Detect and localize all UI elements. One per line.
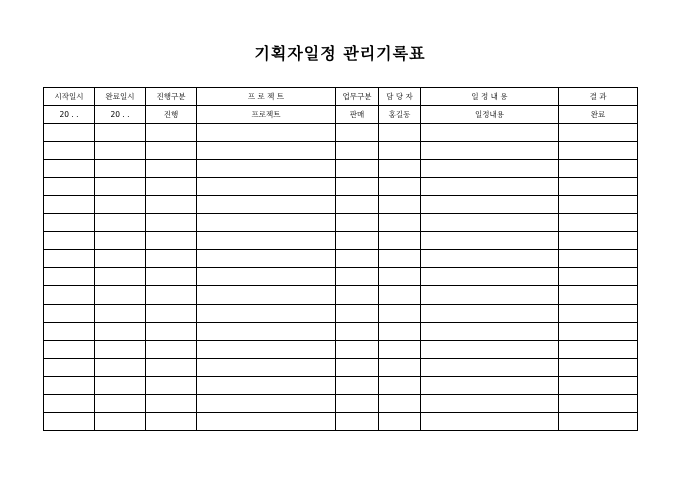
table-row xyxy=(44,340,638,358)
cell-end-date[interactable] xyxy=(95,250,146,268)
cell-result[interactable] xyxy=(559,394,638,412)
cell-schedule-content[interactable] xyxy=(421,376,559,394)
cell-end-date[interactable] xyxy=(95,376,146,394)
cell-assignee[interactable] xyxy=(379,376,421,394)
cell-result[interactable] xyxy=(559,412,638,430)
cell-project[interactable] xyxy=(197,142,336,160)
cell-assignee[interactable] xyxy=(379,214,421,232)
table-row xyxy=(44,358,638,376)
cell-task-type[interactable] xyxy=(336,286,379,304)
column-header-task-type: 업무구분 xyxy=(336,88,379,106)
cell-schedule-content[interactable]: 일정내용 xyxy=(421,106,559,124)
cell-start-date[interactable] xyxy=(44,304,95,322)
column-header-assignee: 담 당 자 xyxy=(379,88,421,106)
cell-start-date[interactable] xyxy=(44,178,95,196)
cell-start-date[interactable] xyxy=(44,214,95,232)
cell-result[interactable] xyxy=(559,304,638,322)
cell-result[interactable] xyxy=(559,358,638,376)
cell-assignee[interactable] xyxy=(379,340,421,358)
cell-task-type[interactable] xyxy=(336,250,379,268)
table-row xyxy=(44,232,638,250)
cell-end-date[interactable] xyxy=(95,232,146,250)
column-header-end-date: 완료일시 xyxy=(95,88,146,106)
cell-project[interactable] xyxy=(197,178,336,196)
cell-schedule-content[interactable] xyxy=(421,178,559,196)
cell-end-date[interactable] xyxy=(95,304,146,322)
cell-schedule-content[interactable] xyxy=(421,358,559,376)
table-row xyxy=(44,250,638,268)
cell-assignee[interactable] xyxy=(379,178,421,196)
cell-project[interactable] xyxy=(197,214,336,232)
cell-progress[interactable] xyxy=(146,160,197,178)
table-row xyxy=(44,178,638,196)
cell-progress[interactable] xyxy=(146,286,197,304)
cell-start-date[interactable]: 20 . . xyxy=(44,106,95,124)
cell-task-type[interactable] xyxy=(336,412,379,430)
cell-start-date[interactable] xyxy=(44,376,95,394)
cell-assignee[interactable] xyxy=(379,142,421,160)
table-row xyxy=(44,214,638,232)
cell-schedule-content[interactable] xyxy=(421,232,559,250)
cell-task-type[interactable] xyxy=(336,268,379,286)
cell-start-date[interactable] xyxy=(44,250,95,268)
table-row xyxy=(44,286,638,304)
cell-schedule-content[interactable] xyxy=(421,160,559,178)
cell-progress[interactable] xyxy=(146,358,197,376)
cell-result[interactable] xyxy=(559,124,638,142)
cell-result[interactable] xyxy=(559,160,638,178)
cell-assignee[interactable] xyxy=(379,322,421,340)
cell-task-type[interactable] xyxy=(336,376,379,394)
cell-assignee[interactable]: 홍길동 xyxy=(379,106,421,124)
cell-assignee[interactable] xyxy=(379,160,421,178)
cell-result[interactable] xyxy=(559,214,638,232)
cell-end-date[interactable] xyxy=(95,160,146,178)
cell-schedule-content[interactable] xyxy=(421,196,559,214)
cell-task-type[interactable] xyxy=(336,304,379,322)
column-header-result: 결 과 xyxy=(559,88,638,106)
cell-task-type[interactable] xyxy=(336,178,379,196)
cell-progress[interactable] xyxy=(146,376,197,394)
table-row xyxy=(44,268,638,286)
cell-result[interactable] xyxy=(559,142,638,160)
cell-start-date[interactable] xyxy=(44,142,95,160)
cell-end-date[interactable] xyxy=(95,340,146,358)
table-row xyxy=(44,160,638,178)
cell-task-type[interactable] xyxy=(336,142,379,160)
cell-result[interactable] xyxy=(559,250,638,268)
cell-task-type[interactable] xyxy=(336,232,379,250)
cell-result[interactable] xyxy=(559,340,638,358)
cell-result[interactable] xyxy=(559,178,638,196)
column-header-start-date: 시작일시 xyxy=(44,88,95,106)
cell-result[interactable] xyxy=(559,322,638,340)
cell-end-date[interactable] xyxy=(95,358,146,376)
cell-progress[interactable] xyxy=(146,268,197,286)
table-row xyxy=(44,142,638,160)
cell-end-date[interactable] xyxy=(95,412,146,430)
cell-progress[interactable] xyxy=(146,304,197,322)
cell-result[interactable] xyxy=(559,286,638,304)
table-row xyxy=(44,304,638,322)
cell-task-type[interactable] xyxy=(336,322,379,340)
cell-progress[interactable] xyxy=(146,250,197,268)
cell-schedule-content[interactable] xyxy=(421,322,559,340)
cell-start-date[interactable] xyxy=(44,358,95,376)
cell-end-date[interactable] xyxy=(95,124,146,142)
cell-assignee[interactable] xyxy=(379,250,421,268)
cell-task-type[interactable] xyxy=(336,124,379,142)
cell-end-date[interactable] xyxy=(95,394,146,412)
cell-result[interactable] xyxy=(559,268,638,286)
cell-schedule-content[interactable] xyxy=(421,268,559,286)
cell-project[interactable] xyxy=(197,250,336,268)
cell-progress[interactable] xyxy=(146,142,197,160)
cell-schedule-content[interactable] xyxy=(421,412,559,430)
cell-result[interactable]: 완료 xyxy=(559,106,638,124)
cell-schedule-content[interactable] xyxy=(421,142,559,160)
column-header-schedule-content: 일 정 내 용 xyxy=(421,88,559,106)
header-row xyxy=(44,88,638,106)
cell-task-type[interactable]: 판매 xyxy=(336,106,379,124)
cell-end-date[interactable] xyxy=(95,268,146,286)
table-row-example xyxy=(44,106,638,124)
cell-end-date[interactable] xyxy=(95,214,146,232)
cell-project[interactable] xyxy=(197,322,336,340)
cell-start-date[interactable] xyxy=(44,160,95,178)
cell-schedule-content[interactable] xyxy=(421,394,559,412)
cell-start-date[interactable] xyxy=(44,268,95,286)
cell-project[interactable] xyxy=(197,304,336,322)
cell-start-date[interactable] xyxy=(44,322,95,340)
cell-schedule-content[interactable] xyxy=(421,124,559,142)
table-row xyxy=(44,196,638,214)
cell-progress[interactable]: 진행 xyxy=(146,106,197,124)
cell-task-type[interactable] xyxy=(336,358,379,376)
cell-assignee[interactable] xyxy=(379,268,421,286)
cell-progress[interactable] xyxy=(146,340,197,358)
cell-task-type[interactable] xyxy=(336,340,379,358)
cell-start-date[interactable] xyxy=(44,340,95,358)
cell-project[interactable] xyxy=(197,232,336,250)
cell-result[interactable] xyxy=(559,232,638,250)
cell-assignee[interactable] xyxy=(379,412,421,430)
cell-end-date[interactable] xyxy=(95,178,146,196)
table-row xyxy=(44,394,638,412)
cell-start-date[interactable] xyxy=(44,232,95,250)
cell-project[interactable] xyxy=(197,196,336,214)
cell-assignee[interactable] xyxy=(379,304,421,322)
table-row xyxy=(44,412,638,430)
cell-project[interactable] xyxy=(197,340,336,358)
cell-end-date[interactable] xyxy=(95,286,146,304)
cell-schedule-content[interactable] xyxy=(421,340,559,358)
cell-result[interactable] xyxy=(559,376,638,394)
cell-start-date[interactable] xyxy=(44,196,95,214)
column-header-progress: 진행구분 xyxy=(146,88,197,106)
cell-schedule-content[interactable] xyxy=(421,250,559,268)
cell-project[interactable] xyxy=(197,394,336,412)
cell-assignee[interactable] xyxy=(379,196,421,214)
cell-project[interactable] xyxy=(197,160,336,178)
table-row xyxy=(44,376,638,394)
cell-progress[interactable] xyxy=(146,394,197,412)
cell-task-type[interactable] xyxy=(336,214,379,232)
cell-start-date[interactable] xyxy=(44,124,95,142)
cell-assignee[interactable] xyxy=(379,286,421,304)
cell-end-date[interactable] xyxy=(95,322,146,340)
column-header-project: 프 로 젝 트 xyxy=(197,88,336,106)
cell-assignee[interactable] xyxy=(379,124,421,142)
schedule-record-table xyxy=(43,87,638,431)
cell-project[interactable]: 프로젝트 xyxy=(197,106,336,124)
cell-start-date[interactable] xyxy=(44,286,95,304)
cell-project[interactable] xyxy=(197,358,336,376)
cell-start-date[interactable] xyxy=(44,412,95,430)
cell-progress[interactable] xyxy=(146,124,197,142)
table-row xyxy=(44,124,638,142)
cell-assignee[interactable] xyxy=(379,358,421,376)
cell-progress[interactable] xyxy=(146,232,197,250)
cell-schedule-content[interactable] xyxy=(421,214,559,232)
table-row xyxy=(44,322,638,340)
cell-start-date[interactable] xyxy=(44,394,95,412)
cell-assignee[interactable] xyxy=(379,232,421,250)
cell-progress[interactable] xyxy=(146,322,197,340)
cell-progress[interactable] xyxy=(146,178,197,196)
cell-result[interactable] xyxy=(559,196,638,214)
cell-project[interactable] xyxy=(197,124,336,142)
cell-task-type[interactable] xyxy=(336,196,379,214)
cell-end-date[interactable] xyxy=(95,142,146,160)
cell-project[interactable] xyxy=(197,412,336,430)
cell-project[interactable] xyxy=(197,376,336,394)
cell-progress[interactable] xyxy=(146,214,197,232)
cell-progress[interactable] xyxy=(146,412,197,430)
cell-schedule-content[interactable] xyxy=(421,304,559,322)
cell-end-date[interactable]: 20 . . xyxy=(95,106,146,124)
cell-assignee[interactable] xyxy=(379,394,421,412)
cell-project[interactable] xyxy=(197,268,336,286)
cell-end-date[interactable] xyxy=(95,196,146,214)
cell-schedule-content[interactable] xyxy=(421,286,559,304)
cell-progress[interactable] xyxy=(146,196,197,214)
cell-task-type[interactable] xyxy=(336,160,379,178)
document-title: 기획자일정 관리기록표 xyxy=(254,44,426,63)
cell-task-type[interactable] xyxy=(336,394,379,412)
cell-project[interactable] xyxy=(197,286,336,304)
